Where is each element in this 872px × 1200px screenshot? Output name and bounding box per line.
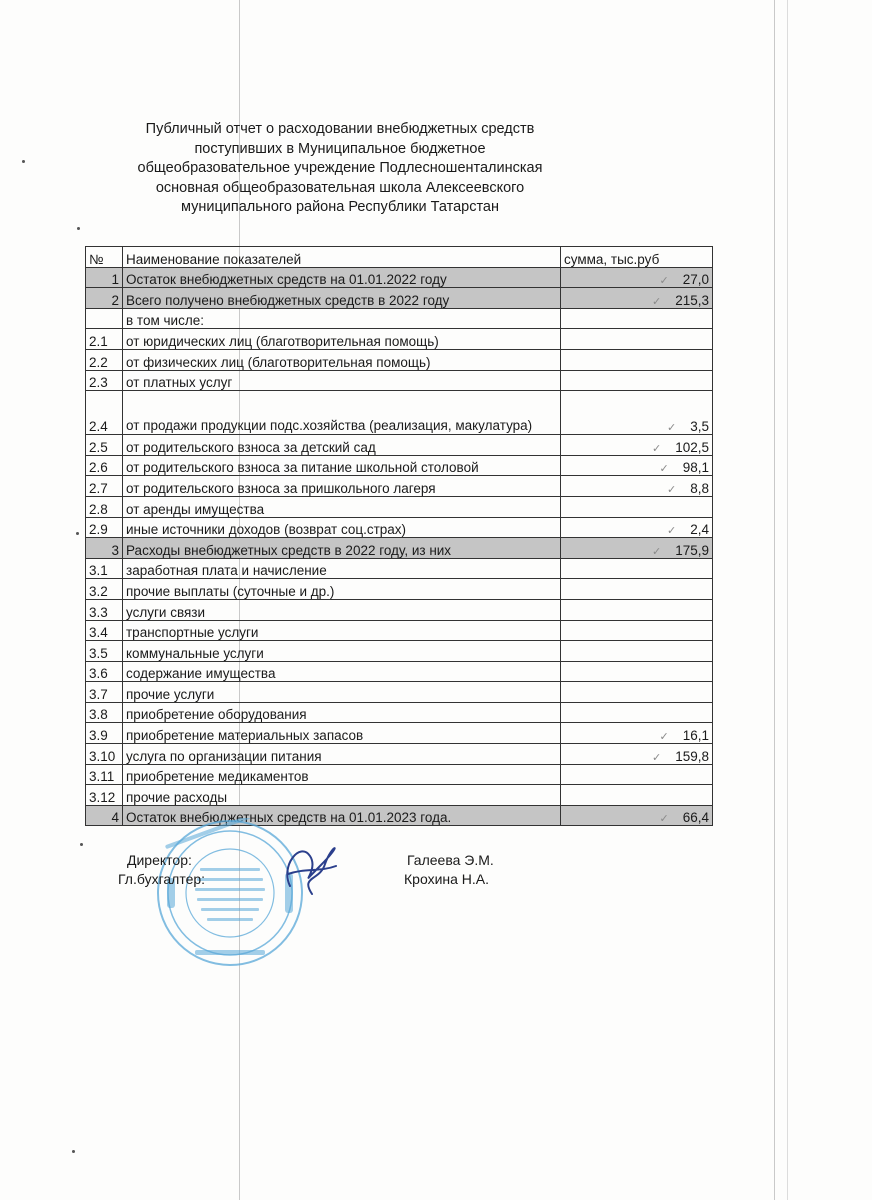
amount-value: 215,3: [675, 292, 709, 308]
amount-value: 3,5: [690, 419, 709, 435]
row-indicator-name: от продажи продукции подс.хозяйства (реализация, макулатура): [123, 391, 561, 435]
row-amount: [561, 538, 713, 559]
amount-value: 27,0: [682, 272, 709, 288]
table-row: [86, 455, 713, 476]
row-number: 2.8: [86, 496, 123, 517]
table-row: [86, 661, 713, 682]
table-row: [86, 435, 713, 456]
row-indicator-name: приобретение материальных запасов: [123, 723, 561, 744]
row-indicator-name: Расходы внебюджетных средств в 2022 году, из них: [123, 538, 561, 559]
row-number: 3: [86, 538, 123, 559]
row-number: 3.5: [86, 641, 123, 662]
row-number: 3.12: [86, 785, 123, 806]
table-row: [86, 723, 713, 744]
row-amount: [561, 682, 713, 703]
table-row: [86, 579, 713, 600]
row-number: 3.4: [86, 620, 123, 641]
row-number: 2.6: [86, 455, 123, 476]
table-row: [86, 476, 713, 497]
amount-value: 159,8: [675, 748, 709, 764]
report-table-body: [86, 247, 713, 826]
amount-value: 66,4: [682, 810, 709, 826]
table-row: [86, 391, 713, 435]
row-amount: [561, 455, 713, 476]
row-amount: [561, 288, 713, 309]
header-num: №: [86, 247, 123, 268]
amount-value: 2,4: [690, 522, 709, 538]
row-indicator-name: Остаток внебюджетных средств на 01.01.2022 году: [123, 267, 561, 288]
row-amount: [561, 620, 713, 641]
table-row: [86, 288, 713, 309]
row-amount: [561, 435, 713, 456]
row-number: 2: [86, 288, 123, 309]
row-indicator-name: от физических лиц (благотворительная помощь): [123, 349, 561, 370]
checkmark-icon: ✓: [651, 295, 662, 308]
table-row: [86, 620, 713, 641]
row-number: 2.5: [86, 435, 123, 456]
table-row: [86, 517, 713, 538]
row-amount: [561, 476, 713, 497]
table-row: [86, 599, 713, 620]
row-indicator-name: коммунальные услуги: [123, 641, 561, 662]
checkmark-icon: ✓: [651, 545, 662, 558]
row-number: 3.10: [86, 744, 123, 765]
amount-value: 8,8: [690, 480, 709, 496]
row-number: 2.9: [86, 517, 123, 538]
row-amount: [561, 764, 713, 785]
checkmark-icon: ✓: [667, 525, 677, 538]
title-line: основная общеобразовательная школа Алексеевского: [155, 179, 525, 196]
row-number: 3.1: [86, 558, 123, 579]
table-header-row: [86, 247, 713, 268]
row-indicator-name: от платных услуг: [123, 370, 561, 391]
row-indicator-name: услуги связи: [123, 599, 561, 620]
checkmark-icon: ✓: [667, 422, 677, 435]
table-row: [86, 682, 713, 703]
table-row: [86, 370, 713, 391]
table-row: [86, 764, 713, 785]
table-row: [86, 558, 713, 579]
row-number: 3.8: [86, 702, 123, 723]
checkmark-icon: ✓: [651, 442, 662, 455]
row-indicator-name: от юридических лиц (благотворительная помощь): [123, 329, 561, 350]
row-amount: [561, 558, 713, 579]
header-sum: сумма, тыс.руб: [561, 247, 713, 268]
amount-value: 16,1: [682, 728, 709, 744]
row-amount: [561, 641, 713, 662]
scan-line-right: [774, 0, 775, 1200]
row-indicator-name: услуга по организации питания: [123, 744, 561, 765]
row-number: 2.3: [86, 370, 123, 391]
amount-value: 102,5: [675, 439, 709, 455]
director-label: Директор:: [127, 852, 192, 868]
table-row: [86, 267, 713, 288]
row-amount: [561, 579, 713, 600]
row-number: [86, 308, 123, 329]
row-indicator-name: приобретение оборудования: [123, 702, 561, 723]
report-table: [85, 246, 713, 826]
row-indicator-name: от родительского взноса за детский сад: [123, 435, 561, 456]
row-indicator-name: от родительского взноса за питание школьной столовой: [123, 455, 561, 476]
row-number: 2.1: [86, 329, 123, 350]
table-row: [86, 641, 713, 662]
row-indicator-name: прочие услуги: [123, 682, 561, 703]
row-indicator-name: Остаток внебюджетных средств на 01.01.2023 года.: [123, 805, 561, 826]
scan-speck: [76, 532, 79, 535]
row-number: 3.11: [86, 764, 123, 785]
checkmark-icon: ✓: [659, 813, 669, 826]
row-number: 3.7: [86, 682, 123, 703]
row-indicator-name: в том числе:: [123, 308, 561, 329]
row-number: 2.4: [86, 391, 123, 435]
row-indicator-name: приобретение медикаментов: [123, 764, 561, 785]
checkmark-icon: ✓: [659, 463, 669, 476]
amount-value: 98,1: [682, 460, 709, 476]
row-number: 3.6: [86, 661, 123, 682]
row-amount: [561, 805, 713, 826]
row-amount: [561, 661, 713, 682]
scan-speck: [80, 843, 83, 846]
accountant-label: Гл.бухгалтер:: [118, 871, 206, 887]
row-amount: [561, 267, 713, 288]
row-amount: [561, 599, 713, 620]
row-amount: [561, 329, 713, 350]
scan-line-far-right: [787, 0, 788, 1200]
row-indicator-name: Всего получено внебюджетных средств в 2022 году: [123, 288, 561, 309]
scan-speck: [72, 1150, 75, 1153]
row-number: 3.2: [86, 579, 123, 600]
row-indicator-name: от родительского взноса за пришкольного лагеря: [123, 476, 561, 497]
title-line: общеобразовательное учреждение Подлесношенталинская: [137, 160, 543, 177]
row-indicator-name: заработная плата и начисление: [123, 558, 561, 579]
title-line: Публичный отчет о расходовании внебюджетных средств: [145, 121, 535, 137]
row-amount: [561, 308, 713, 329]
table-row: [86, 538, 713, 559]
row-amount: [561, 391, 713, 435]
row-indicator-name: прочие выплаты (суточные и др.): [123, 579, 561, 600]
row-number: 2.2: [86, 349, 123, 370]
table-row: [86, 744, 713, 765]
row-amount: [561, 744, 713, 765]
checkmark-icon: ✓: [659, 731, 669, 744]
row-amount: [561, 785, 713, 806]
amount-value: 175,9: [675, 542, 709, 558]
checkmark-icon: ✓: [659, 275, 669, 288]
table-row: [86, 308, 713, 329]
row-amount: [561, 517, 713, 538]
row-indicator-name: содержание имущества: [123, 661, 561, 682]
accountant-name: Крохина Н.А.: [404, 871, 490, 887]
header-name: Наименование показателей: [123, 247, 561, 268]
row-number: 4: [86, 805, 123, 826]
report-title: [120, 120, 560, 218]
scan-speck: [22, 160, 25, 163]
row-indicator-name: от аренды имущества: [123, 496, 561, 517]
checkmark-icon: ✓: [667, 483, 677, 496]
row-amount: [561, 370, 713, 391]
title-line: поступивших в Муниципальное бюджетное: [194, 140, 486, 157]
table-row: [86, 702, 713, 723]
row-indicator-name: иные источники доходов (возврат соц.страх): [123, 517, 561, 538]
scan-speck: [77, 227, 80, 230]
table-row: [86, 349, 713, 370]
checkmark-icon: ✓: [651, 751, 662, 764]
row-number: 2.7: [86, 476, 123, 497]
row-amount: [561, 723, 713, 744]
row-number: 3.9: [86, 723, 123, 744]
row-indicator-name: прочие расходы: [123, 785, 561, 806]
row-number: 1: [86, 267, 123, 288]
handwritten-signature: [270, 836, 342, 898]
table-row: [86, 329, 713, 350]
title-line: муниципального района Республики Татарстан: [180, 199, 499, 216]
row-amount: [561, 702, 713, 723]
director-name: Галеева Э.М.: [407, 852, 494, 868]
table-row: [86, 785, 713, 806]
row-number: 3.3: [86, 599, 123, 620]
row-indicator-name: транспортные услуги: [123, 620, 561, 641]
table-row: [86, 496, 713, 517]
row-amount: [561, 496, 713, 517]
row-amount: [561, 349, 713, 370]
